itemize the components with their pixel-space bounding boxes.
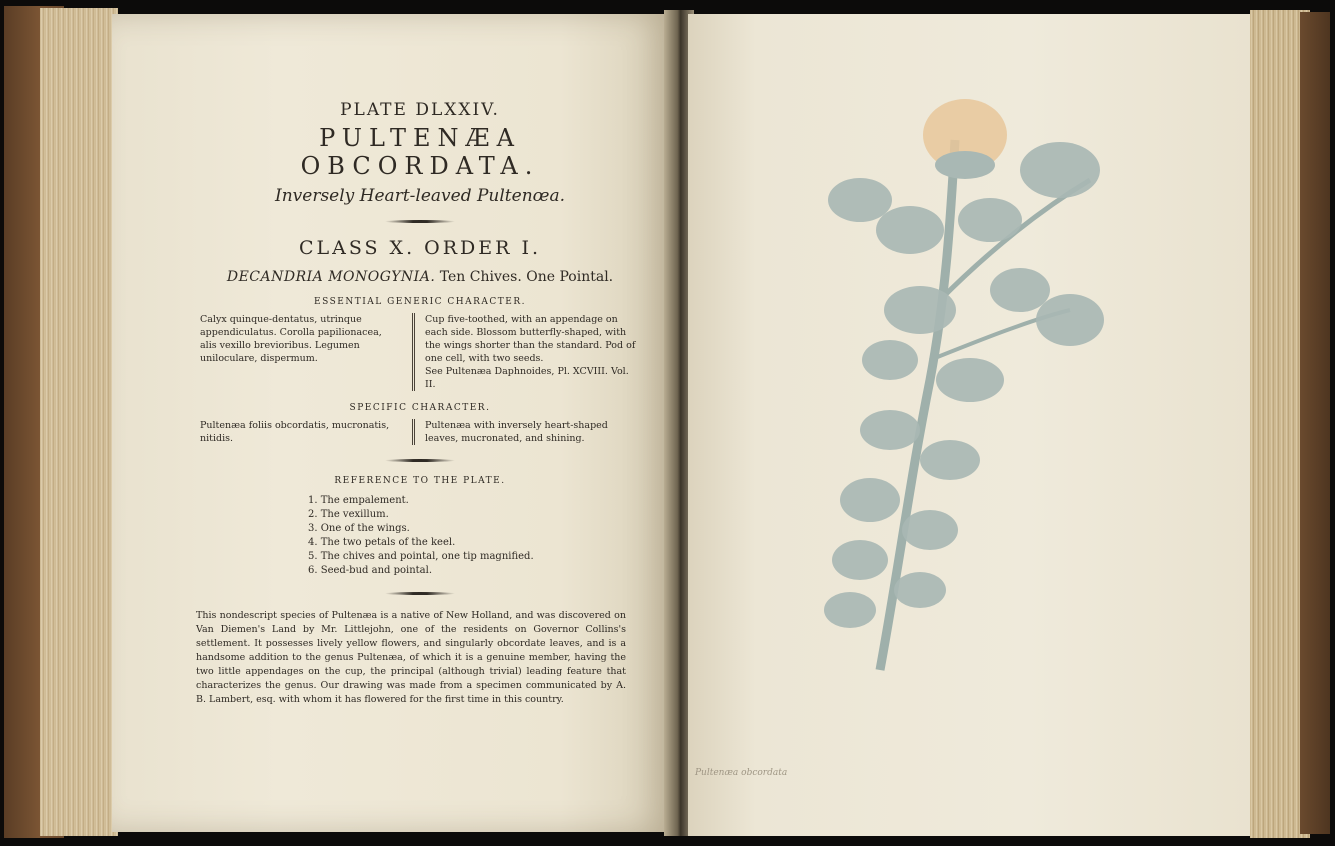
leaf	[840, 478, 900, 522]
specific-columns	[200, 419, 640, 445]
reference-heading: REFERENCE TO THE PLATE.	[334, 476, 506, 486]
leaf	[902, 510, 958, 550]
common-name: Inversely Heart-leaved Pultenœa.	[274, 186, 565, 206]
description-paragraph: This nondescript species of Pultenæa is a native of New Holland, and was discovered on Van Diemen's Land by Mr. Littlejohn, one of the residents on Governor Collins's settlement. It possesses lively yellow flowers, and singularly obcordate leaves, and is a handsome addition to the genus Pultenæa, of which it is a genuine member, having the two little appendages on the cup, the principal (although trivial) leading feature that characterizes the genus. Our drawing was made from a specimen communicated by A. B. Lambert, esq. with whom it has flowered for the first time in this country.	[196, 610, 626, 705]
leaf	[990, 268, 1050, 312]
genus-title: PULTENÆA OBCORDATA.	[300, 124, 540, 180]
essential-heading: ESSENTIAL GENERIC CHARACTER.	[314, 297, 526, 307]
leaf	[832, 540, 888, 580]
leaf	[860, 410, 920, 450]
reference-item: 1. The empalement.	[308, 495, 409, 506]
text-column	[196, 90, 640, 707]
leaf	[894, 572, 946, 608]
right-cover	[1300, 12, 1330, 834]
leaf	[1036, 294, 1104, 346]
leaf	[1020, 142, 1100, 198]
plate-signature: Pultenæa obcordata	[695, 768, 788, 778]
linnaean-class	[200, 269, 640, 285]
specific-latin: Pultenæa foliis obcordatis, mucronatis, nitidis.	[200, 420, 390, 444]
left-page-edges	[40, 8, 118, 836]
reference-item: 4. The two petals of the keel.	[308, 537, 456, 548]
leaf	[884, 286, 956, 334]
essential-english: Cup five-toothed, with an appendage on each side. Blossom butterfly-shaped, with the wings shorter than the standard. Pod of one cell, with two seeds.	[425, 314, 636, 364]
leaf	[936, 358, 1004, 402]
essential-columns	[200, 313, 640, 391]
leaf	[876, 206, 944, 254]
reference-item: 5. The chives and pointal, one tip magnified.	[308, 551, 534, 562]
essential-see: See Pultenæa Daphnoides, Pl. XCVIII. Vol. II.	[425, 366, 629, 390]
reference-item: 3. One of the wings.	[308, 523, 410, 534]
linnaean-english: Ten Chives. One Pointal.	[439, 269, 614, 285]
leaf	[862, 340, 918, 380]
leaf	[828, 178, 892, 222]
divider-rule	[385, 459, 455, 462]
divider-rule	[385, 220, 455, 223]
divider-rule	[385, 592, 455, 595]
plate-number: PLATE DLXXIV.	[340, 100, 500, 120]
class-order: CLASS X. ORDER I.	[298, 237, 542, 259]
flower-calyx	[935, 151, 995, 179]
specific-heading: SPECIFIC CHARACTER.	[349, 403, 491, 413]
leaf	[920, 440, 980, 480]
leaf	[958, 198, 1022, 242]
reference-list	[308, 494, 640, 578]
specific-english: Pultenæa with inversely heart-shaped leaves, mucronated, and shining.	[412, 419, 640, 445]
reference-item: 2. The vexillum.	[308, 509, 389, 520]
essential-english-block	[412, 313, 640, 391]
essential-latin: Calyx quinque-dentatus, utrinque appendiculatus. Corolla papilionacea, alis vexillo brevioribus. Legumen uniloculare, dispermum.	[200, 314, 382, 364]
linnaean-latin: DECANDRIA MONOGYNIA.	[226, 269, 436, 285]
plant-illustration	[820, 80, 1140, 700]
reference-item: 6. Seed-bud and pointal.	[308, 565, 433, 576]
leaf	[824, 592, 876, 628]
